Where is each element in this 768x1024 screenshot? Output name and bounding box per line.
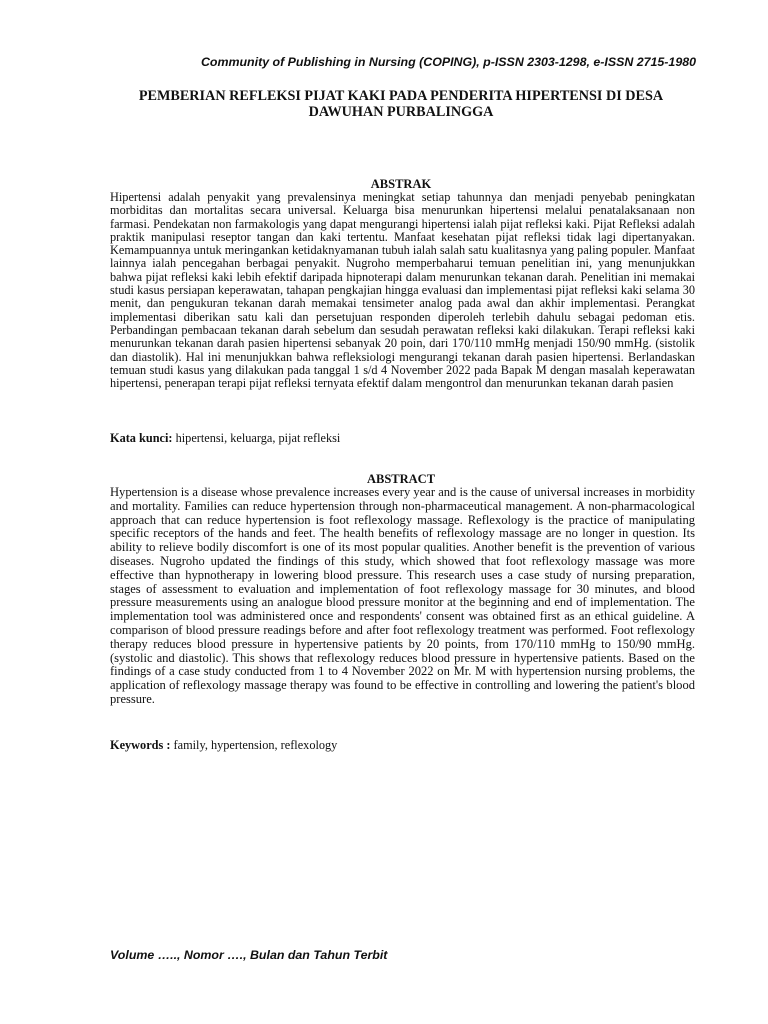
kata-kunci-values: hipertensi, keluarga, pijat refleksi xyxy=(172,431,341,445)
keywords-values: family, hypertension, reflexology xyxy=(170,738,338,752)
abstrak-heading: ABSTRAK xyxy=(370,177,432,191)
abstrak-body: Hipertensi adalah penyakit yang prevalensinya meningkat setiap tahunnya dan menjadi penyebab peningkatan morbiditas dan mortalitas secara universal. Keluarga bisa menurunkan hipertensi melalui penatalaksanaan non farmasi. Pendekatan non farmakologis yang dapat mengurangi hipertensi ialah pijat refleksi kaki. Pijat Refleksi adalah praktik manipulasi reseptor tangan dan kaki tertentu. Manfaat kesehatan pijat refleksi tidak lagi dipertanyakan. Kemampuannya untuk meringankan ketidaknyamanan tubuh ialah salah satu kualitasnya yang paling populer. Manfaat lainnya ialah pencegahan berbagai penyakit. Nugroho memperbaharui temuan penelitian ini, yang menunjukkan bahwa pijat refleksi kaki lebih efektif daripada hipnoterapi dalam menurunkan tekanan darah. Penelitian ini memakai studi kasus persiapan keperawatan, tahapan pengkajian hingga evaluasi dan implementasi pijat refleksi kaki selama 30 menit, dan pengukuran tekanan darah memakai tensimeter analog pada awal dan akhir implementasi. Perangkat implementasi diberikan satu kali dan persetujuan responden diperoleh terlebih dahulu sebagai pedoman etis. Perbandingan pembacaan tekanan darah sebelum dan sesudah perawatan refleksi kaki dilakukan. Terapi refleksi kaki menurunkan tekanan darah pasien hipertensi sebanyak 20 poin, dari 170/110 mmHg menjadi 150/90 mmHg. (sistolik dan diastolik). Hal ini menunjukkan bahwa refleksiologi mengurangi tekanan darah pasien hipertensi. Berlandaskan temuan studi kasus yang dilakukan pada tanggal 1 s/d 4 November 2022 pada Bapak M dengan masalah keperawatan hipertensi, penerapan terapi pijat refleksi ternyata efektif dalam mengontrol dan menurunkan tekanan darah pasien xyxy=(110,190,695,391)
abstract-body: Hypertension is a disease whose prevalence increases every year and is the cause of universal increases in morbidity and mortality. Families can reduce hypertension through non-pharmaceutical management. A non-pharmacological approach that can reduce hypertension is foot reflexology massage. Reflexology is the practice of manipulating specific receptors of the hands and feet. The health benefits of reflexology massage are no longer in question. Its ability to relieve bodily discomfort is one of its most popular qualities. Another benefit is the prevention of various diseases. Nugroho updated the findings of this study, which showed that foot reflexology massage was more effective than hypnotherapy in lowering blood pressure. This research uses a case study of nursing preparation, stages of assessment to evaluation and implementation of foot reflexology massage for 30 minutes, and blood pressure measurements using an analogue blood pressure monitor at the beginning and end of implementation. The implementation tool was administered once and respondents' consent was obtained first as an ethical guideline. A comparison of blood pressure readings before and after foot reflexology treatment was performed. Foot reflexology therapy reduces blood pressure in hypertensive patients by 20 points, from 170/110 mmHg to 150/90 mmHg. (systolic and diastolic). This shows that reflexology reduces blood pressure in hypertensive patients. Based on the findings of a case study conducted from 1 to 4 November 2022 on Mr. M with hypertension nursing problems, the application of reflexology massage therapy was found to be effective in controlling and lowering the patient's blood pressure. xyxy=(110,485,695,706)
keywords-label: Keywords : xyxy=(110,738,171,752)
abstract-heading: ABSTRACT xyxy=(366,472,436,486)
paper-title: PEMBERIAN REFLEKSI PIJAT KAKI PADA PENDERITA HIPERTENSI DI DESA DAWUHAN PURBALINGGA xyxy=(138,88,664,120)
page-footer: Volume ….., Nomor …., Bulan dan Tahun Terbit xyxy=(110,948,388,962)
kata-kunci xyxy=(110,431,695,446)
journal-header: Community of Publishing in Nursing (COPING), p-ISSN 2303-1298, e-ISSN 2715-1980 xyxy=(200,55,696,69)
kata-kunci-label: Kata kunci: xyxy=(110,431,173,445)
keywords xyxy=(110,738,695,753)
